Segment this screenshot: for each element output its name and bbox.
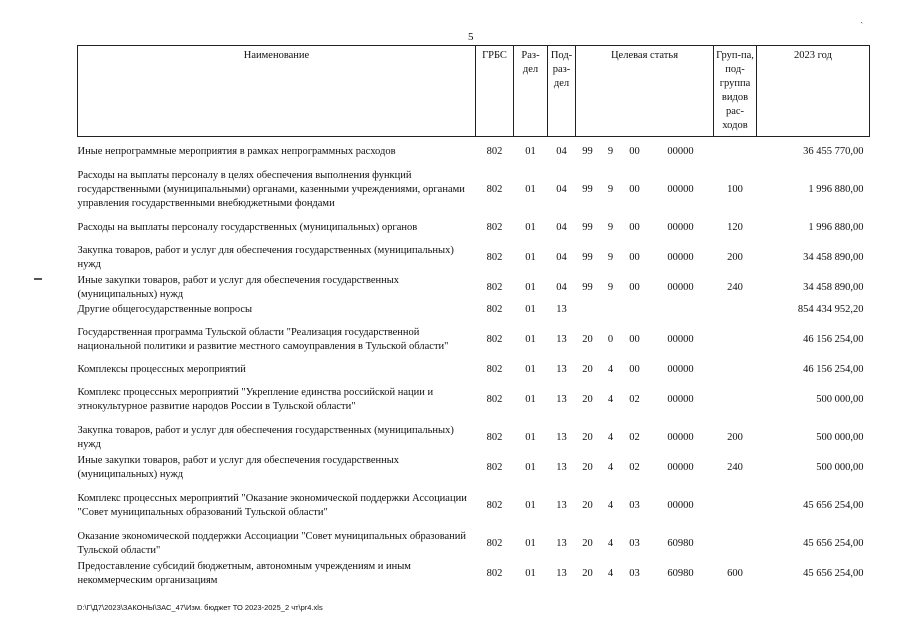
cell-t3: 03: [629, 499, 640, 511]
table-row: [78, 423, 870, 453]
cell-vr: [714, 317, 757, 363]
corner-mark: ˏ: [860, 13, 864, 24]
cell-name: Государственная программа Тульской области "Реализация государственной национальной политики и развитие местного самоуправления в Тульской области": [77, 326, 449, 352]
cell-t1: 20: [582, 333, 593, 345]
cell-t2: 4: [607, 363, 614, 375]
cell-name: Закупка товаров, работ и услуг для обеспечения государственных (муниципальных) нужд: [77, 424, 454, 450]
header-name: Наименование: [78, 46, 476, 137]
cell-t4: 00000: [667, 499, 694, 511]
cell-t2: 4: [607, 393, 614, 405]
cell-vr: 100: [727, 183, 743, 195]
cell-name: Иные закупки товаров, работ и услуг для обеспечения государственных (муниципальных) нужд: [77, 454, 400, 480]
cell-name: Другие общегосударственные вопросы: [77, 303, 253, 315]
cell-vr: [714, 529, 757, 559]
cell-rz: 01: [525, 393, 536, 405]
cell-t2: 9: [607, 251, 614, 263]
cell-t2: 9: [607, 221, 614, 233]
budget-table: [77, 45, 870, 589]
cell-rz: 01: [525, 333, 536, 345]
margin-mark: [34, 278, 42, 280]
cell-grbs: 802: [486, 281, 503, 293]
cell-name: Комплекс процессных мероприятий "Укрепление единства российской нации и этнокультурное развитие народов России в Тульской области": [77, 386, 434, 412]
cell-rz: 01: [525, 461, 536, 473]
cell-t2: 9: [607, 281, 614, 293]
cell-pr: 04: [556, 251, 567, 263]
cell-t4: 00000: [667, 363, 694, 375]
cell-pr: 13: [556, 303, 567, 315]
cell-grbs: 802: [486, 461, 503, 473]
header-group: Груп-па, под-группа видов рас-ходов: [714, 46, 757, 137]
cell-t3: 03: [629, 537, 640, 549]
cell-rz: 01: [525, 221, 536, 233]
table-row: [78, 137, 870, 167]
cell-rz: 01: [525, 183, 536, 195]
page-number: 5: [468, 31, 474, 43]
cell-vr: 600: [727, 567, 743, 579]
cell-name: Расходы на выплаты персоналу в целях обеспечения выполнения функций государственными (муниципальными) органами, казенными учреждениями, органами управления государственными внебюджетными фондами: [77, 169, 465, 209]
cell-t2: 0: [607, 333, 614, 345]
cell-t3: 00: [629, 221, 640, 233]
cell-name: Комплексы процессных мероприятий: [77, 363, 246, 375]
table-row: [78, 363, 870, 377]
cell-sum: 1 996 880,00: [808, 183, 864, 195]
table-row: [78, 377, 870, 423]
cell-t1: 20: [582, 363, 593, 375]
cell-pr: 13: [556, 431, 567, 443]
cell-t2: 4: [607, 461, 614, 473]
cell-name: Иные закупки товаров, работ и услуг для обеспечения государственных (муниципальных) нужд: [77, 274, 400, 300]
cell-vr: [714, 483, 757, 529]
cell-sum: 500 000,00: [816, 461, 864, 473]
table-row: [78, 529, 870, 559]
cell-t2: 9: [607, 145, 614, 157]
cell-name: Комплекс процессных мероприятий "Оказание экономической поддержки Ассоциации "Совет муниципальных образований Тульской области": [77, 492, 467, 518]
cell-sum: 46 156 254,00: [803, 363, 864, 375]
cell-t4: 00000: [667, 251, 694, 263]
cell-name: Расходы на выплаты персоналу государственных (муниципальных) органов: [77, 221, 418, 233]
cell-grbs: 802: [486, 393, 503, 405]
cell-pr: 04: [556, 183, 567, 195]
table-row: [78, 559, 870, 589]
cell-t3: 00: [629, 183, 640, 195]
cell-t2: 9: [607, 183, 614, 195]
cell-grbs: 802: [486, 431, 503, 443]
cell-pr: 04: [556, 281, 567, 293]
cell-sum: 36 455 770,00: [803, 145, 864, 157]
cell-grbs: 802: [486, 363, 503, 375]
cell-sum: 45 656 254,00: [803, 499, 864, 511]
cell-rz: 01: [525, 431, 536, 443]
cell-t4: [648, 303, 714, 317]
cell-pr: 04: [556, 145, 567, 157]
cell-grbs: 802: [486, 251, 503, 263]
cell-t4: 60980: [667, 567, 694, 579]
table-row: [78, 453, 870, 483]
cell-t1: 99: [582, 221, 593, 233]
cell-name: Предоставление субсидий бюджетным, автономным учреждениям и иным некоммерческим организациям: [77, 560, 411, 586]
cell-grbs: 802: [486, 303, 503, 315]
cell-t1: 20: [582, 393, 593, 405]
cell-t1: 99: [582, 145, 593, 157]
table-row: [78, 303, 870, 317]
cell-t3: 02: [629, 431, 640, 443]
cell-pr: 13: [556, 333, 567, 345]
cell-name: Оказание экономической поддержки Ассоциации "Совет муниципальных образований Тульской области": [77, 530, 467, 556]
cell-t4: 00000: [667, 281, 694, 293]
table-header: [78, 46, 870, 137]
cell-t1: 99: [582, 183, 593, 195]
cell-grbs: 802: [486, 537, 503, 549]
cell-t4: 60980: [667, 537, 694, 549]
cell-t2: 4: [607, 499, 614, 511]
cell-name: Иные непрограммные мероприятия в рамках непрограммных расходов: [77, 145, 396, 157]
cell-grbs: 802: [486, 567, 503, 579]
table-row: [78, 167, 870, 213]
cell-t3: 00: [629, 281, 640, 293]
table-row: [78, 273, 870, 303]
cell-t2: 4: [607, 567, 614, 579]
cell-t3: 00: [629, 333, 640, 345]
cell-t1: 20: [582, 499, 593, 511]
cell-grbs: 802: [486, 183, 503, 195]
cell-vr: 120: [727, 221, 743, 233]
file-path-footer: D:\Г\Д7\2023\ЗАКОНЫ\ЗАС_47\Изм. бюджет ТО 2023-2025_2 чт\рr4.xls: [77, 603, 323, 612]
cell-sum: 854 434 952,20: [797, 303, 864, 315]
cell-pr: 13: [556, 567, 567, 579]
cell-pr: 04: [556, 221, 567, 233]
cell-vr: [714, 377, 757, 423]
cell-t3: 00: [629, 145, 640, 157]
cell-vr: [714, 363, 757, 377]
cell-t3: 00: [629, 363, 640, 375]
cell-t3: 00: [629, 251, 640, 263]
cell-sum: 45 656 254,00: [803, 537, 864, 549]
cell-rz: 01: [525, 303, 536, 315]
cell-t4: 00000: [667, 461, 694, 473]
cell-grbs: 802: [486, 145, 503, 157]
cell-sum: 34 458 890,00: [803, 251, 864, 263]
cell-t3: 03: [629, 567, 640, 579]
cell-pr: 13: [556, 363, 567, 375]
cell-t1: [576, 303, 600, 317]
table-body: [78, 137, 870, 589]
cell-t4: 00000: [667, 431, 694, 443]
table-row: [78, 213, 870, 243]
cell-grbs: 802: [486, 499, 503, 511]
cell-t2: [600, 303, 622, 317]
cell-rz: 01: [525, 281, 536, 293]
cell-t4: 00000: [667, 333, 694, 345]
cell-rz: 01: [525, 499, 536, 511]
cell-pr: 13: [556, 499, 567, 511]
cell-vr: 240: [727, 461, 743, 473]
cell-t1: 20: [582, 567, 593, 579]
cell-rz: 01: [525, 363, 536, 375]
cell-sum: 500 000,00: [816, 431, 864, 443]
cell-t2: 4: [607, 431, 614, 443]
cell-sum: 34 458 890,00: [803, 281, 864, 293]
cell-rz: 01: [525, 567, 536, 579]
cell-t1: 99: [582, 281, 593, 293]
cell-grbs: 802: [486, 221, 503, 233]
cell-pr: 13: [556, 393, 567, 405]
cell-t4: 00000: [667, 221, 694, 233]
table-row: [78, 483, 870, 529]
cell-vr: 240: [727, 281, 743, 293]
cell-t3: 02: [629, 461, 640, 473]
cell-sum: 500 000,00: [816, 393, 864, 405]
cell-sum: 46 156 254,00: [803, 333, 864, 345]
cell-t2: 4: [607, 537, 614, 549]
cell-vr: 200: [727, 431, 743, 443]
cell-vr: 200: [727, 251, 743, 263]
cell-t4: 00000: [667, 183, 694, 195]
cell-vr: [714, 137, 757, 167]
cell-rz: 01: [525, 145, 536, 157]
cell-t1: 20: [582, 461, 593, 473]
header-target: Целевая статья: [576, 46, 714, 137]
table-row: [78, 243, 870, 273]
cell-rz: 01: [525, 537, 536, 549]
cell-grbs: 802: [486, 333, 503, 345]
cell-sum: 45 656 254,00: [803, 567, 864, 579]
header-year: 2023 год: [757, 46, 870, 137]
cell-pr: 13: [556, 461, 567, 473]
cell-sum: 1 996 880,00: [808, 221, 864, 233]
cell-t4: 00000: [667, 393, 694, 405]
header-podrazdel: Под-раз-дел: [548, 46, 576, 137]
cell-vr: [714, 303, 757, 317]
cell-t4: 00000: [667, 145, 694, 157]
cell-t3: 02: [629, 393, 640, 405]
cell-t1: 20: [582, 431, 593, 443]
table-row: [78, 317, 870, 363]
cell-rz: 01: [525, 251, 536, 263]
cell-t1: 99: [582, 251, 593, 263]
cell-name: Закупка товаров, работ и услуг для обеспечения государственных (муниципальных) нужд: [77, 244, 454, 270]
header-razdel: Раз-дел: [514, 46, 548, 137]
cell-t1: 20: [582, 537, 593, 549]
cell-t3: [622, 303, 648, 317]
header-grbs: ГРБС: [476, 46, 514, 137]
cell-pr: 13: [556, 537, 567, 549]
